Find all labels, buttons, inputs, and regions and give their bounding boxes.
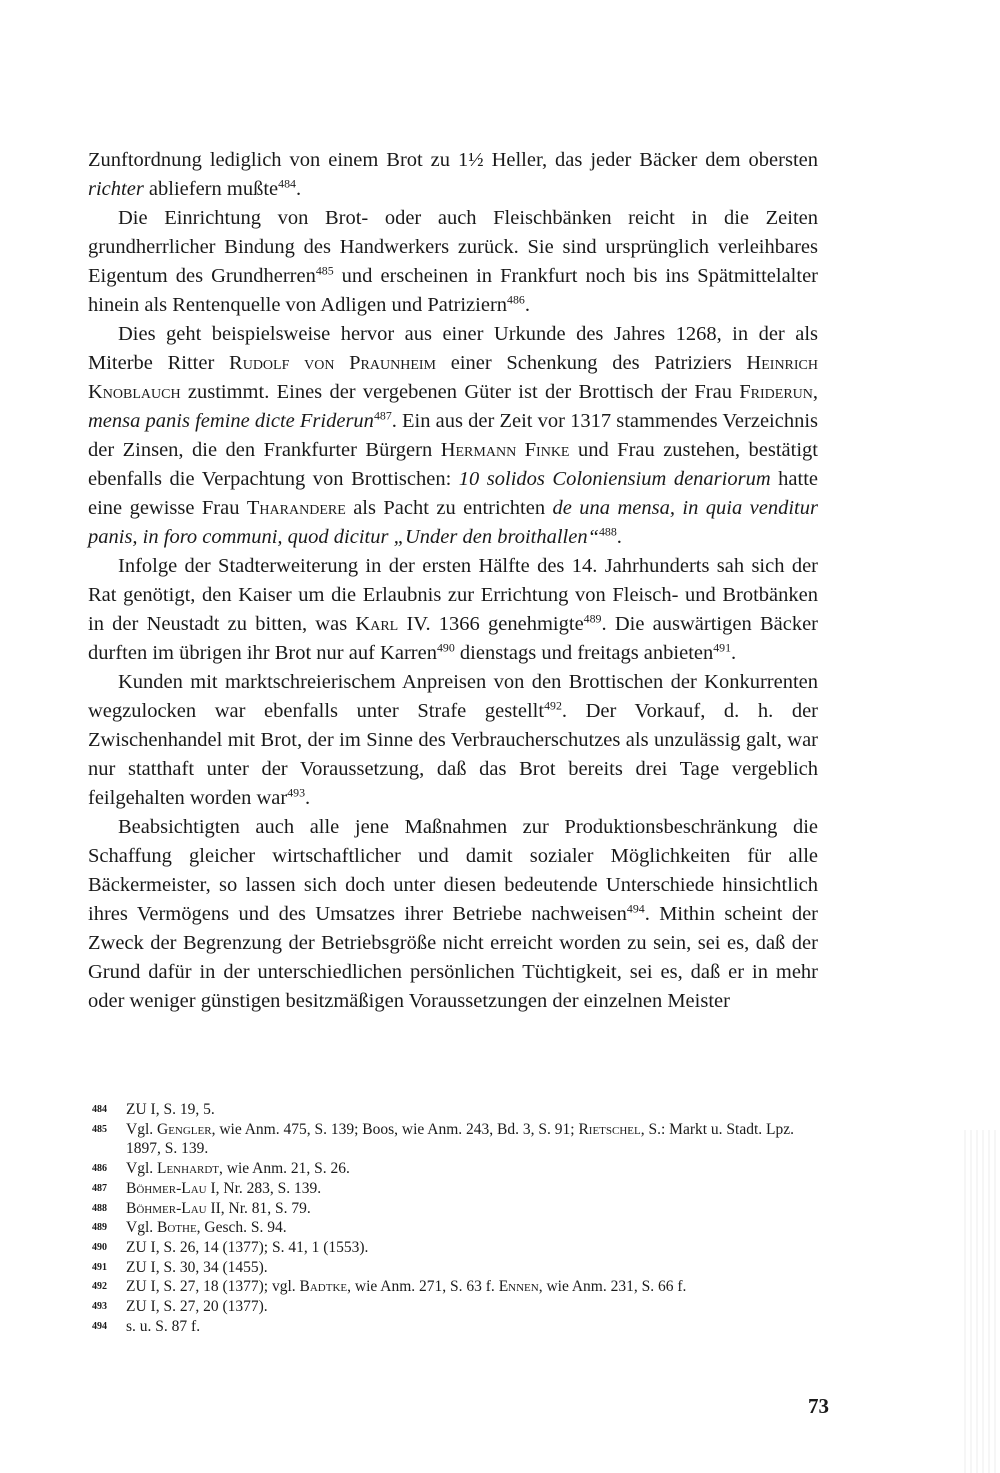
footnote-reference: 484 [278,176,296,191]
footnote [88,1120,818,1159]
paragraph [88,320,818,552]
paragraph [88,204,818,320]
footnote-reference: 492 [544,698,562,713]
text-run: zustimmt. Eines der vergebenen Güter ist der Brottisch der Frau [180,381,740,403]
footnotes [88,1100,818,1336]
text-run: s. u. S. 87 f. [126,1317,201,1335]
footnote-number: 492 [92,1281,107,1293]
text-run: Zunftordnung lediglich von einem Brot zu 1½ Heller, das jeder Bäcker dem obersten [88,149,818,171]
footnote-number: 491 [92,1261,107,1273]
footnote-reference: 489 [583,611,602,626]
italic-text: de una mensa, in quia venditur panis, in foro communi, quod dicitur „Under den broithallen“ [88,497,818,548]
text-run: hatte eine gewisse Frau [88,468,818,519]
text-run: Die Einrichtung von Brot- oder auch Fleischbänken reicht in die Zeiten grundherrlicher Bindung des Handwerkers zurück. Sie sind ursprünglich verleihbares Eigentum des Grundherren [88,207,818,287]
small-caps-name: Lenhardt [157,1160,220,1178]
small-caps-name: Hermann Finke [440,439,570,461]
small-caps-name: Tharandere [246,497,346,519]
small-caps-name: Gengler [157,1120,212,1138]
text-run: . Mithin scheint der Zweck der Begrenzung der Betriebsgröße nicht erreicht worden zu sein, sei es, daß der Grund dafür in der unterschiedlichen persönlichen Tüchtigkeit, sei es, daß er in mehr oder weniger günstigen besitzmäßigen Voraussetzungen der einzelnen Meister [88,903,818,1012]
text-run: ZU I, S. 26, 14 (1377); S. 41, 1 (1553). [126,1238,369,1256]
text-run: Vgl. [126,1120,157,1138]
text-run: und Frau zustehen, bestätigt ebenfalls die Verpachtung von Brottischen: [88,439,818,490]
text-run: . [524,294,530,316]
text-run: Infolge der Stadterweiterung in der ersten Hälfte des 14. Jahrhunderts sah sich der Rat genötigt, den Kaiser um die Erlaubnis zur Errichtung von Fleisch- und Brotbänken in der Neustadt zu bitten, was [88,555,818,635]
paragraph [88,813,818,1016]
footnote-number: 489 [92,1222,107,1234]
text-run: , wie Anm. 271, S. 63 f. [347,1278,499,1296]
text-run: ZU I, S. 30, 34 (1455). [126,1258,268,1276]
body-text [88,146,818,1016]
small-caps-name: Ennen [498,1278,539,1296]
text-run: einer Schenkung des Patriziers [436,352,747,374]
text-run: Beabsichtigten auch alle jene Maßnahmen zur Produktionsbeschränkung die Schaffung gleicher wirtschaftlicher und damit sozialer Möglichkeiten für alle Bäckermeister, so lassen sich doch unter diesen bedeutende Unterschiede hinsichtlich ihres Vermögens und des Umsatzes ihrer Betriebe nachweisen [88,816,818,925]
footnote-number: 485 [92,1123,107,1135]
text-run: und erscheinen in Frankfurt noch bis ins Spätmittelalter hinein als Rentenquelle von Adligen und Patriziern [88,265,818,316]
text-run: ZU I, S. 27, 20 (1377). [126,1298,268,1316]
footnote [88,1238,818,1258]
text-run: IV. 1366 genehmigte [398,613,584,635]
text-run: , [812,381,818,403]
text-run: , Gesch. S. 94. [196,1219,287,1237]
text-run: Vgl. [126,1160,157,1178]
italic-text: mensa panis femine dicte Friderun [88,410,374,432]
small-caps-name: Böhmer-Lau [126,1199,207,1217]
small-caps-name: Böhmer-Lau [126,1179,207,1197]
footnote-number: 488 [92,1202,107,1214]
text-run: dienstags und freitags anbieten [454,642,714,664]
text-run: . [616,526,622,548]
small-caps-name: Friderun [739,381,813,403]
footnote [88,1179,818,1199]
footnote-reference: 486 [507,292,525,307]
italic-text: 10 solidos Coloniensium denariorum [458,468,771,490]
footnote-reference: 493 [287,785,306,800]
footnote-number: 486 [92,1163,107,1175]
text-run: , wie Anm. 475, S. 139; Boos, wie Anm. 243, Bd. 3, S. 91; [211,1120,579,1138]
text-run: abliefern mußte [143,178,279,200]
scan-edge-artifact [960,1130,1000,1473]
footnote-number: 490 [92,1241,107,1253]
small-caps-name: Karl [355,613,399,635]
text-run: . [295,178,302,200]
footnote-reference: 488 [598,524,617,539]
footnote [88,1199,818,1219]
paragraph [88,668,818,813]
italic-text: richter [88,178,144,200]
footnote-reference: 485 [315,263,334,278]
text-run: Vgl. [126,1219,157,1237]
text-run: , S.: Markt u. Stadt. Lpz. 1897, S. 139. [126,1120,795,1158]
text-run: . [305,787,311,809]
small-caps-name: Badtke [299,1278,348,1296]
text-run: . Der Vorkauf, d. h. der Zwischenhandel mit Brot, der im Sinne des Verbraucherschutzes als unzulässig galt, war nur statthaft unter der Voraussetzung, daß das Brot bereits drei Tage vergeblich feilgehalten worden war [88,700,818,809]
text-run: Kunden mit marktschreierischem Anpreisen von den Brottischen der Konkurrenten wegzulocken war ebenfalls unter Strafe gestellt [88,671,818,722]
footnote [88,1159,818,1179]
footnote-number: 493 [92,1301,107,1313]
text-run: . [731,642,737,664]
footnote-reference: 487 [373,408,392,423]
footnote-reference: 490 [436,640,455,655]
page-number: 73 [808,1394,829,1418]
footnote [88,1277,818,1297]
footnote-number: 487 [92,1182,107,1194]
small-caps-name: Bothe [157,1219,197,1237]
text-run: I, Nr. 283, S. 139. [206,1179,322,1197]
text-run: ZU I, S. 27, 18 (1377); vgl. [126,1278,300,1296]
footnote [88,1297,818,1317]
footnote [88,1317,818,1337]
footnote-reference: 491 [713,640,732,655]
text-run: als Pacht zu entrichten [345,497,553,519]
text-run: . Die auswärtigen Bäcker durften im übrigen ihr Brot nur auf Karren [88,613,818,664]
footnote [88,1218,818,1238]
text-run: II, Nr. 81, S. 79. [206,1199,311,1217]
footnote [88,1100,818,1120]
text-run: , wie Anm. 231, S. 66 f. [538,1278,687,1296]
footnote [88,1258,818,1278]
footnote-number: 494 [92,1320,107,1332]
text-run: . Ein aus der Zeit vor 1317 stammendes Verzeichnis der Zinsen, die den Frankfurter Bürgern [88,410,819,461]
small-caps-name: Heinrich Knoblauch [88,352,818,403]
text-run: , wie Anm. 21, S. 26. [219,1160,350,1178]
text-run: Dies geht beispielsweise hervor aus einer Urkunde des Jahres 1268, in der als Miterbe Ritter [88,323,818,374]
footnote-reference: 494 [626,901,645,916]
small-caps-name: Rudolf von Praunheim [229,352,436,374]
footnote-number: 484 [92,1104,107,1115]
paragraph [88,146,818,204]
small-caps-name: Rietschel [578,1120,641,1138]
paragraph [88,552,818,668]
text-run: ZU I, S. 19, 5. [126,1101,215,1118]
